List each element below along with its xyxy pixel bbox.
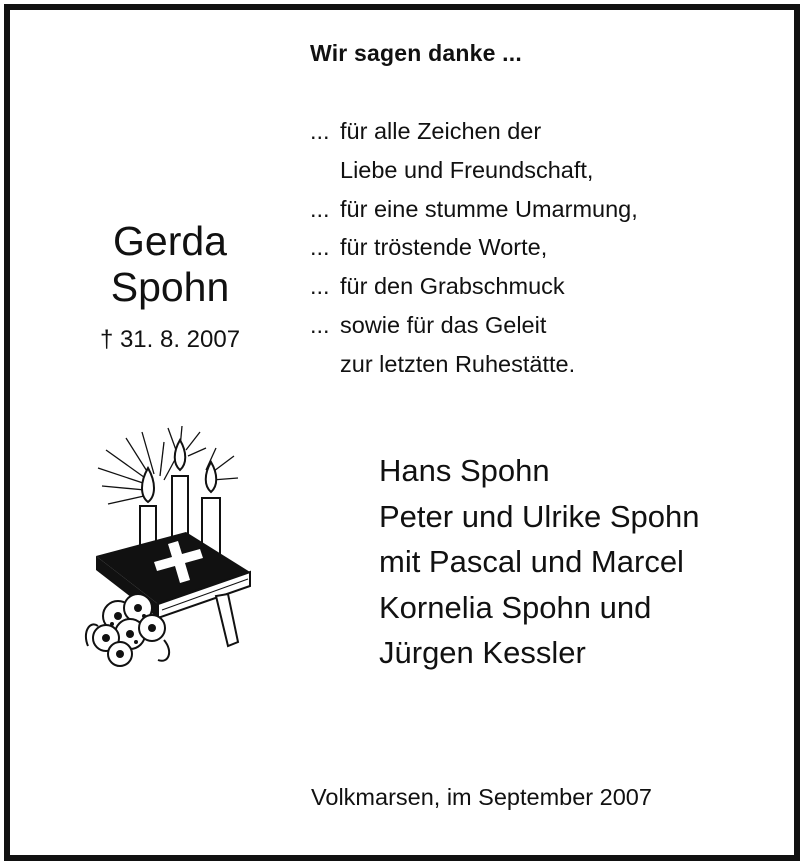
family-member: Hans Spohn	[379, 453, 550, 488]
thanks-line	[310, 228, 638, 267]
thanks-line-text: für den Grabschmuck	[340, 273, 565, 300]
deceased-last-name: Spohn	[110, 264, 230, 310]
ellipsis-lead: ...	[310, 273, 330, 300]
candles-bible-flowers-icon	[78, 420, 258, 670]
thanks-line-text: Liebe und Freundschaft,	[340, 156, 594, 183]
thanks-heading: Wir sagen danke ...	[310, 40, 522, 66]
ellipsis-lead: ...	[310, 311, 330, 338]
deceased-first-name: Gerda	[113, 218, 227, 264]
family-member: Kornelia Spohn und	[379, 589, 652, 625]
family-list	[379, 448, 700, 676]
thanks-line	[310, 190, 638, 229]
thanks-line	[310, 112, 638, 151]
family-member: Jürgen Kessler	[379, 635, 586, 670]
thanks-line-text: für eine stumme Umarmung,	[340, 195, 638, 222]
thanks-list	[310, 112, 638, 384]
death-date: † 31. 8. 2007	[99, 326, 241, 353]
family-member: Peter und Ulrike Spohn	[379, 498, 700, 534]
thanks-line	[310, 151, 638, 190]
thanks-line	[310, 267, 638, 306]
thanks-line-text: für alle Zeichen der	[340, 118, 542, 144]
family-member: mit Pascal und Marcel	[379, 544, 684, 579]
place-date: Volkmarsen, im September 2007	[311, 784, 652, 810]
thanks-line-text: für tröstende Worte,	[340, 234, 548, 261]
thanks-line-text: zur letzten Ruhestätte.	[340, 350, 576, 377]
thanks-line	[310, 306, 638, 345]
ellipsis-lead: ...	[310, 234, 330, 261]
thanks-line	[310, 345, 638, 384]
ellipsis-lead: ...	[310, 195, 330, 222]
thanks-line-text: sowie für das Geleit	[340, 311, 547, 338]
ellipsis-lead: ...	[310, 118, 330, 144]
